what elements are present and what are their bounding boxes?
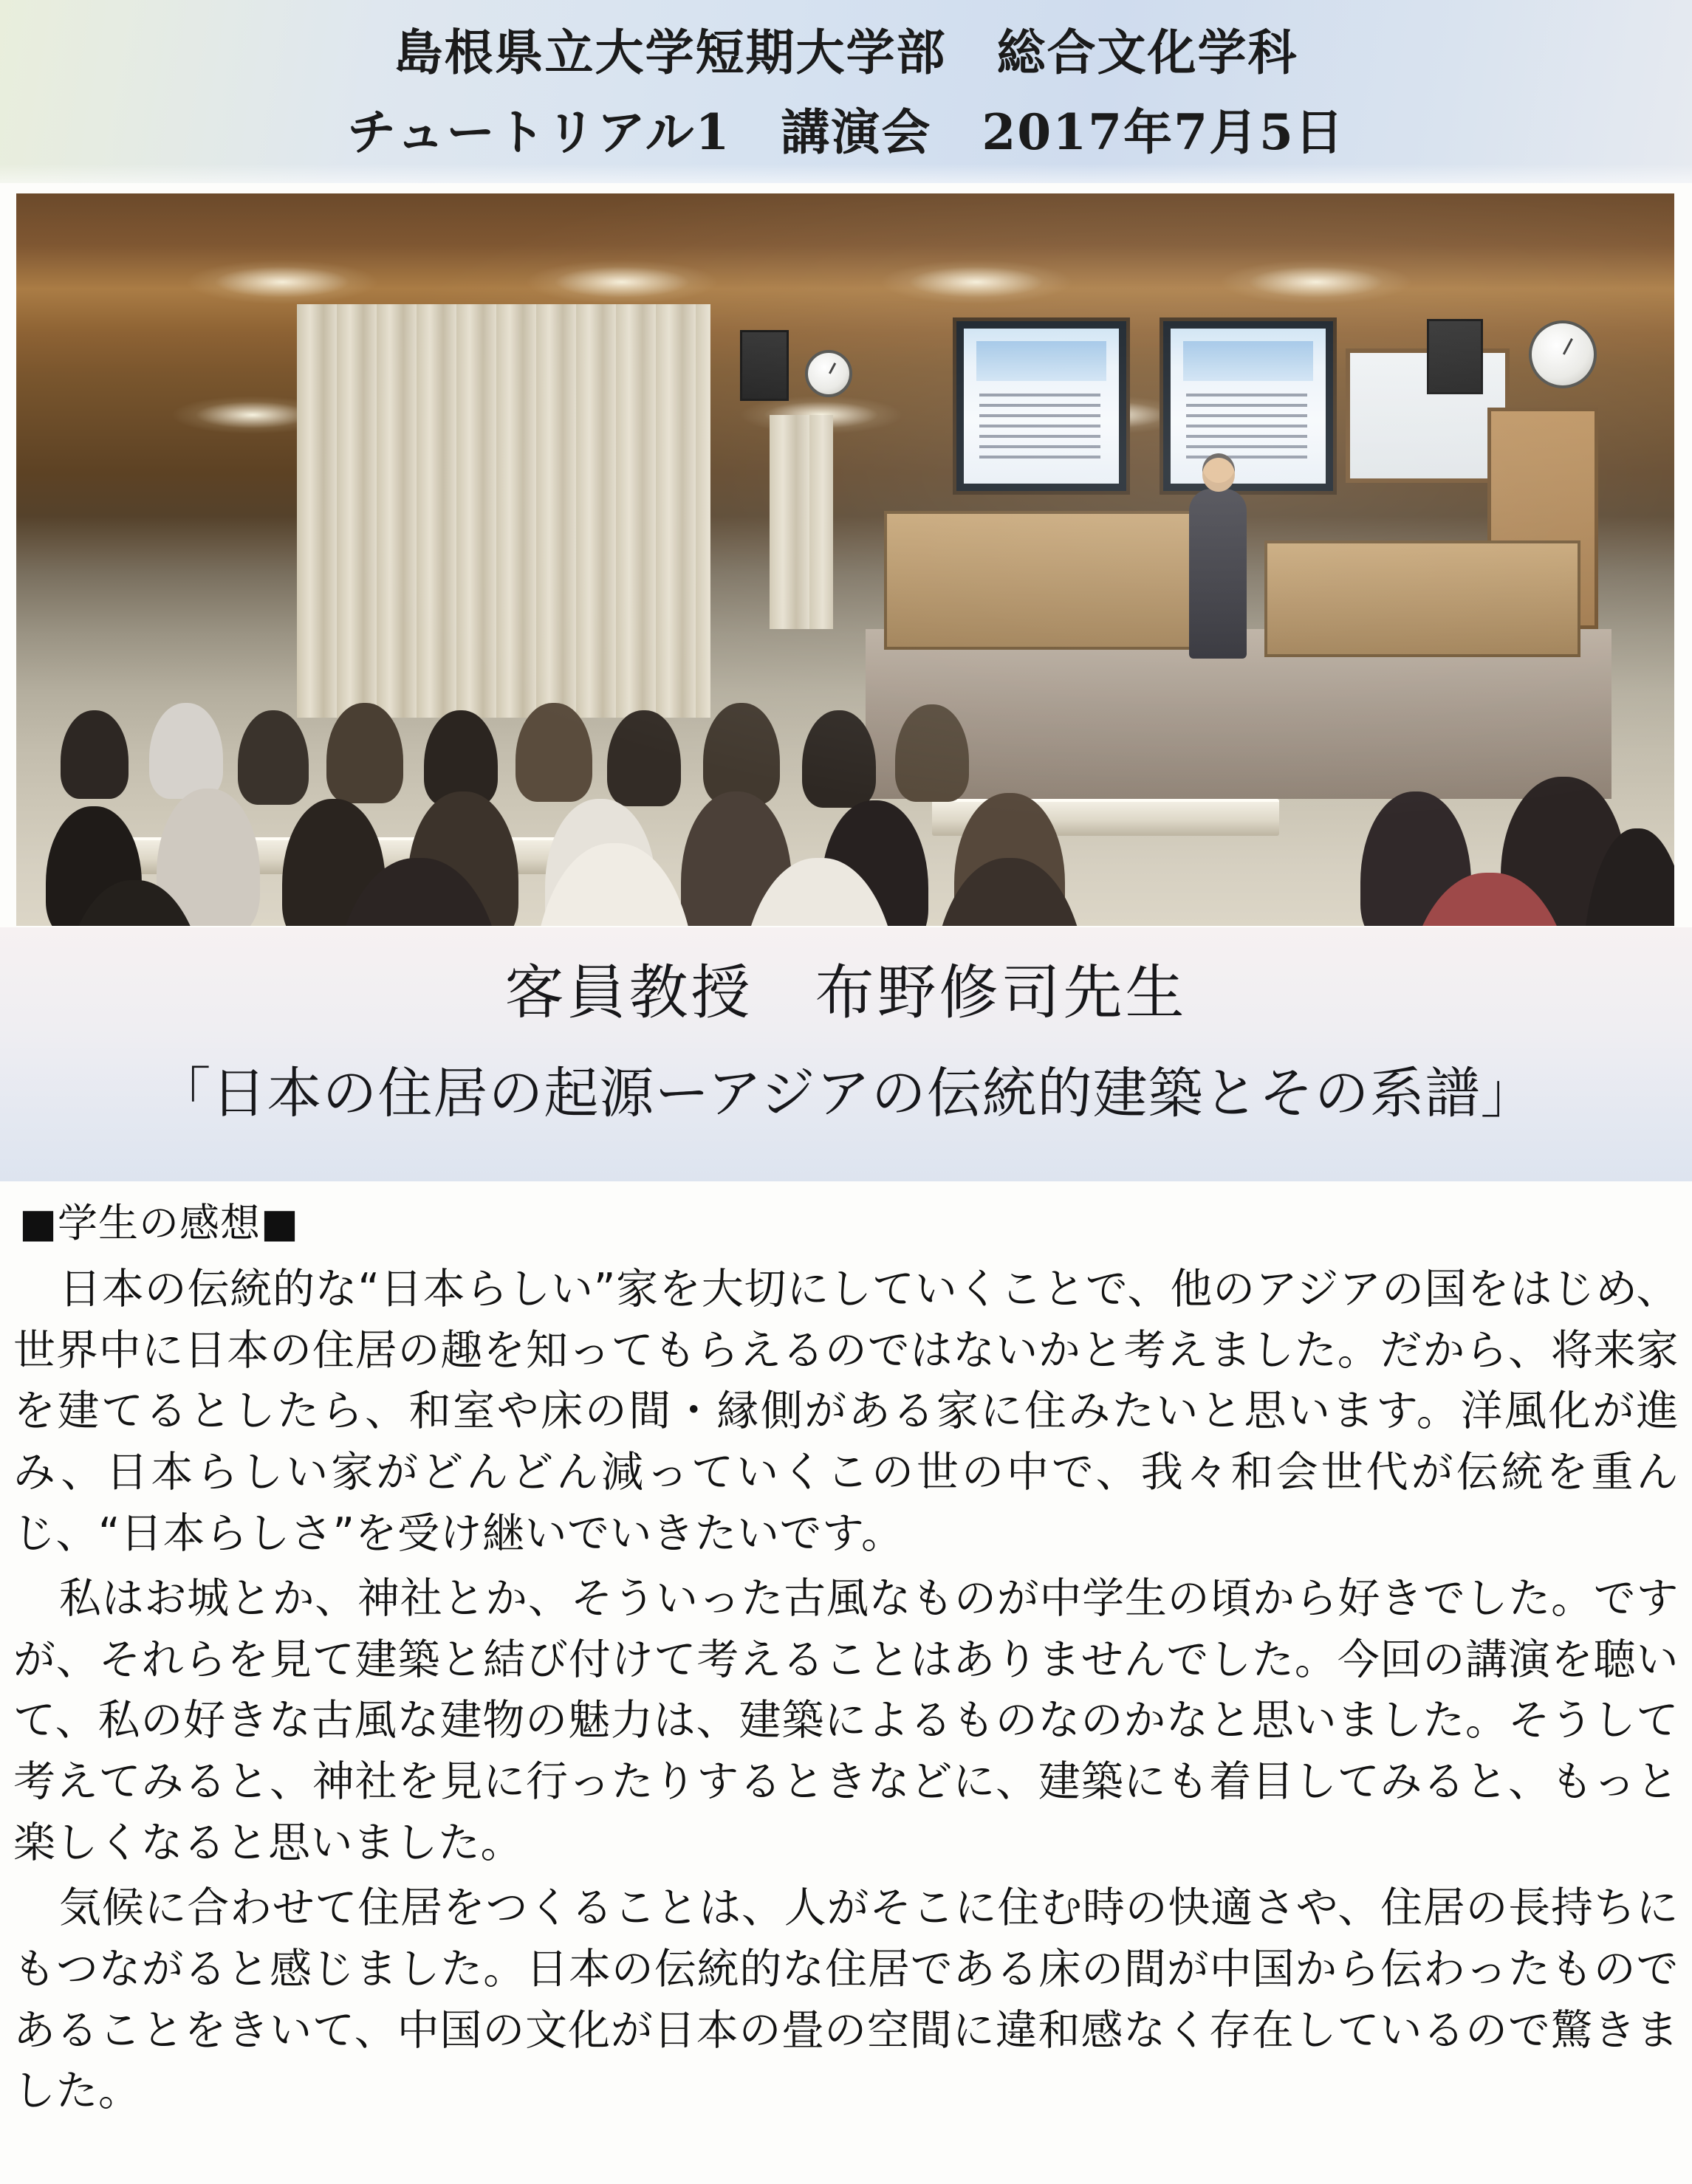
lecture-photo [16, 193, 1674, 926]
front-desk [884, 511, 1237, 650]
header-title-line-2: チュートリアル1 講演会 2017年7月5日 [347, 103, 1345, 161]
audience-person [149, 703, 223, 799]
wall-clock-right [1529, 320, 1597, 388]
hanging-banner [770, 415, 833, 629]
speaker-name: 客員教授 布野修司先生 [504, 958, 1188, 1027]
impression-paragraph: 私はお城とか、神社とか、そういった古風なものが中学生の頃から好きでした。ですが、それらを見て建築と結び付けて考えることはありませんでした。今回の講演を聴いて、私の好きな古風な建物の魅力は、建築によるものなのかなと思いました。そうして考えてみると、神社を見に行ったりするときなどに、建築にも着目してみると、もっと楽しくなると思いました。 [13, 1574, 1679, 1867]
section-heading: ■学生の感想■ [19, 1200, 300, 1246]
student-impressions-section [13, 1192, 1679, 2126]
audience-person [703, 703, 780, 805]
audience-person [607, 710, 681, 806]
title-band [0, 927, 1692, 1181]
audience-person [802, 710, 876, 808]
projection-screen-right [1160, 317, 1337, 495]
audience-person [61, 710, 129, 799]
photo-scene [16, 193, 1674, 926]
audience-person [326, 703, 403, 803]
document-header-banner [0, 0, 1692, 183]
impression-paragraph: 気候に合わせて住居をつくることは、人がそこに住む時の快適さや、住居の長持ちにもつながると感じました。日本の伝統的な住居である床の間が中国から伝わったものであることをきいて、中国の文化が日本の畳の空間に違和感なく存在しているので驚きました。 [13, 1883, 1679, 2116]
audience-person [516, 703, 592, 802]
wall-speaker-left [740, 330, 789, 401]
impression-paragraph: 日本の伝統的な“日本らしい”家を大切にしていくことで、他のアジアの国をはじめ、世界中に日本の住居の趣を知ってもらえるのではないかと考えました。だから、将来家を建てるとしたら、和室や床の間・縁側がある家に住みたいと思います。洋風化が進み、日本らしい家がどんどん減っていくこの世の中で、我々和会世代が伝統を重んじ、“日本らしさ”を受け継いでいきたいです。 [13, 1265, 1679, 1558]
header-title-line-1: 島根県立大学短期大学部 総合文化学科 [394, 24, 1298, 81]
lecture-title: 「日本の住居の起源ーアジアの伝統的建築とその系譜」 [156, 1062, 1536, 1125]
wall-clock-left [805, 350, 852, 397]
side-desk [1264, 540, 1580, 657]
projection-screen-left [953, 317, 1130, 495]
wall-speaker-right [1427, 319, 1483, 394]
speaker-person [1189, 489, 1247, 659]
audience-person [238, 710, 309, 805]
curtain [297, 304, 710, 718]
